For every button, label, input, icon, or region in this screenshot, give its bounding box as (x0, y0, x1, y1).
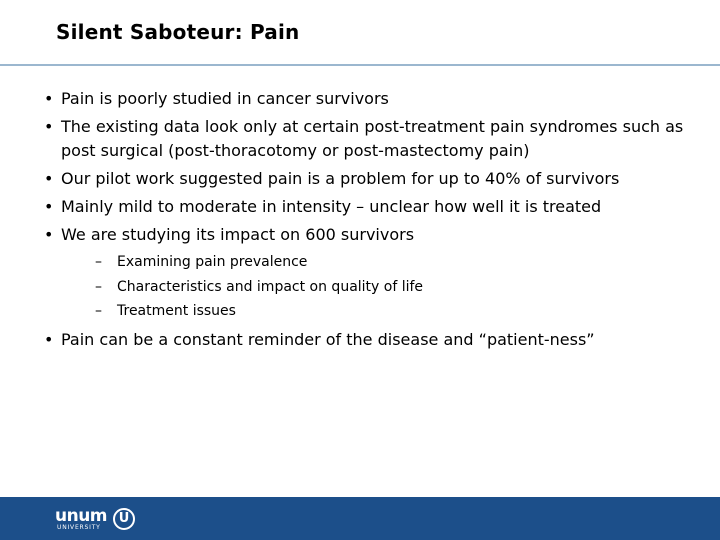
sub-bullet-text: Characteristics and impact on quality of life (117, 278, 424, 295)
bullet-text: Pain can be a constant reminder of the disease and “patient-ness” (61, 329, 595, 349)
bullet-item (42, 87, 692, 111)
bullet-icon: • (44, 117, 54, 136)
bullet-icon: • (44, 225, 54, 244)
bullet-text: Our pilot work suggested pain is a problem for up to 40% of survivors (61, 169, 620, 188)
bullet-item (42, 115, 692, 163)
bullet-item (42, 223, 692, 324)
dash-icon: – (95, 303, 102, 319)
bullet-item (42, 328, 692, 352)
sub-bullet-item (61, 250, 692, 275)
slide-title: Silent Saboteur: Pain (56, 20, 300, 44)
dash-icon: – (95, 278, 102, 295)
bullet-item (42, 167, 692, 191)
bullet-text: We are studying its impact on 600 survivors (61, 225, 415, 244)
sub-bullet-item (61, 299, 692, 324)
unum-university-logo (55, 507, 145, 533)
sub-bullet-text: Examining pain prevalence (117, 254, 308, 270)
sub-bullet-text: Treatment issues (117, 303, 236, 319)
sub-bullet-list (61, 250, 692, 324)
logo-subtitle: UNIVERSITY (57, 524, 101, 531)
bullet-text: Mainly mild to moderate in intensity – unclear how well it is treated (61, 197, 602, 216)
slide-content (42, 87, 692, 356)
bullet-item (42, 195, 692, 219)
bullet-list (42, 87, 692, 352)
sub-bullet-item (61, 275, 692, 300)
bullet-icon: • (44, 197, 54, 216)
title-divider (0, 64, 720, 66)
logo-wordmark: unum (55, 506, 108, 526)
bullet-text: The existing data look only at certain post-treatment pain syndromes such as post surgical (post-thoracotomy or post-mastectomy pain) (61, 117, 684, 160)
bullet-icon: • (44, 169, 54, 188)
bullet-icon: • (44, 329, 54, 349)
university-badge-icon: U (113, 508, 135, 530)
bullet-text: Pain is poorly studied in cancer survivors (61, 89, 389, 108)
bullet-icon: • (44, 89, 54, 108)
dash-icon: – (95, 254, 102, 270)
footer-bar (0, 497, 720, 540)
